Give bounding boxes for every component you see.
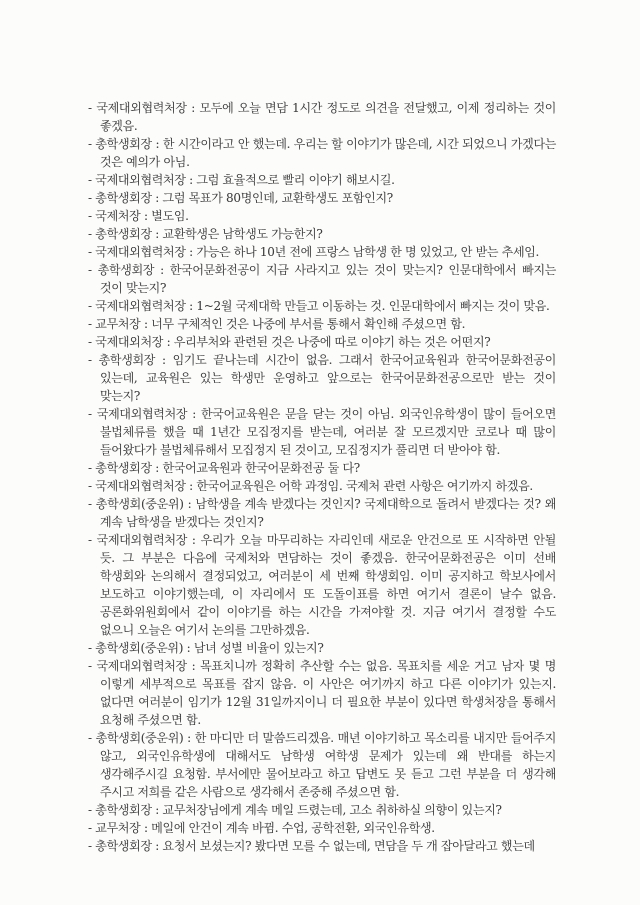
minutes-item bbox=[88, 495, 556, 531]
speaker-name: 국제대외협력처장 bbox=[96, 533, 188, 547]
colon-separator: : bbox=[160, 263, 164, 277]
minutes-item bbox=[88, 819, 556, 837]
utterance-text: 교환학생은 남학생도 가능한지? bbox=[162, 227, 323, 241]
utterance-text: 그럼 목표가 80명인데, 교환학생도 포함인지? bbox=[162, 191, 393, 205]
speaker-name: 총학생회장 bbox=[97, 263, 155, 277]
bullet-dash: - bbox=[88, 299, 92, 313]
utterance-text: 목표치니까 정확히 추산할 수는 없음. 목표치를 세운 거고 남자 몇 명 이렇게 세부적으로 목표를 잡지 않음. 이 사안은 여기까지 하고 다른 이야기가 있는지. 없다면 여러분이 임기가 12월 31일까지이니 더 필요한 부분이 있다면 학생처장을 통해서 요청해 주셨으면 함. bbox=[100, 659, 556, 727]
utterance-text: 한국어교육원은 문을 닫는 것이 아님. 외국인유학생이 많이 들어오면 불법체류를 했을 때 1년간 모집정지를 받는데, 여러분 잘 모르겠지만 코로나 때 많이 들어왔다가 불법체류해서 모집정지 된 것이고, 모집정지가 풀리면 더 받아야 함. bbox=[100, 407, 557, 457]
colon-separator: : bbox=[191, 533, 196, 547]
bullet-dash: - bbox=[88, 335, 92, 349]
utterance-text: 한 마디만 더 말씀드리겠음. 매년 이야기하고 목소리를 내지만 들어주지 않고, 외국인유학생에 대해서도 남학생 여학생 문제가 있는데 왜 반대를 하는지 생각해주시길 요청함. 부서에만 물어보라고 하고 답변도 못 듣고 그런 부분을 더 생각해 주시고 저희를 같은 사람으로 생각해서 존중해 주셨으면 함. bbox=[100, 731, 557, 799]
bullet-dash: - bbox=[88, 479, 92, 493]
colon-separator: : bbox=[143, 821, 148, 835]
minutes-item bbox=[88, 135, 556, 171]
speaker-name: 총학생회장 bbox=[95, 461, 152, 475]
speaker-name: 총학생회장 bbox=[95, 839, 152, 853]
colon-separator: : bbox=[186, 641, 191, 655]
minutes-item bbox=[88, 657, 556, 729]
colon-separator: : bbox=[155, 227, 160, 241]
bullet-dash: - bbox=[88, 209, 92, 223]
minutes-item bbox=[88, 459, 556, 477]
utterance-text: 가능은 하나 10년 전에 프랑스 남학생 한 명 있었고, 안 받는 추세임. bbox=[196, 245, 540, 259]
colon-separator: : bbox=[155, 839, 160, 853]
colon-separator: : bbox=[191, 659, 196, 673]
speaker-name: 국제대외협력처장 bbox=[95, 299, 186, 313]
bullet-dash: - bbox=[88, 461, 92, 475]
colon-separator: : bbox=[189, 479, 193, 493]
speaker-name: 국제대외협력처장 bbox=[95, 173, 186, 187]
speaker-name: 국제대외협력처장 bbox=[96, 407, 188, 421]
utterance-text: 우리부처와 관련된 것은 나중에 따로 이야기 하는 것은 어떤지? bbox=[173, 335, 491, 349]
colon-separator: : bbox=[189, 245, 193, 259]
bullet-dash: - bbox=[88, 497, 92, 511]
minutes-item bbox=[88, 333, 556, 351]
bullet-dash: - bbox=[88, 191, 92, 205]
bullet-dash: - bbox=[88, 803, 92, 817]
speaker-name: 총학생회장 bbox=[95, 803, 152, 817]
bullet-dash: - bbox=[88, 263, 92, 277]
colon-separator: : bbox=[155, 461, 160, 475]
colon-separator: : bbox=[155, 137, 160, 151]
colon-separator: : bbox=[155, 191, 160, 205]
utterance-text: 모두에 오늘 면담 1시간 정도로 의견을 전달했고, 이제 정리하는 것이 좋겠음. bbox=[100, 101, 557, 133]
minutes-item bbox=[88, 297, 556, 315]
utterance-text: 남학생을 계속 받겠다는 것인지? 국제대학으로 돌려서 받겠다는 것? 왜 계속 남학생을 받겠다는 것인지? bbox=[100, 497, 557, 529]
speaker-name: 교무처장 bbox=[95, 317, 141, 331]
bullet-dash: - bbox=[88, 659, 92, 673]
utterance-text: 한 시간이라고 안 했는데. 우리는 할 이야기가 많은데, 시간 되었으니 가겠다는 것은 예의가 아님. bbox=[100, 137, 557, 169]
speaker-name: 국제대외협력처장 bbox=[96, 659, 187, 673]
minutes-item bbox=[88, 315, 556, 333]
colon-separator: : bbox=[187, 497, 192, 511]
bullet-dash: - bbox=[88, 839, 92, 853]
speaker-name: 총학생회(중운위) bbox=[95, 731, 184, 745]
minutes-item bbox=[88, 837, 556, 855]
speaker-name: 국제대외협력처장 bbox=[95, 479, 186, 493]
speaker-name: 교무처장 bbox=[95, 821, 141, 835]
utterance-text: 너무 구체적인 것은 나중에 부서를 통해서 확인해 주셨으면 함. bbox=[151, 317, 466, 331]
bullet-dash: - bbox=[88, 173, 92, 187]
colon-separator: : bbox=[143, 209, 148, 223]
colon-separator: : bbox=[191, 101, 195, 115]
bullet-dash: - bbox=[88, 641, 92, 655]
bullet-dash: - bbox=[88, 533, 92, 547]
minutes-item bbox=[88, 351, 556, 405]
minutes-list bbox=[88, 99, 556, 855]
speaker-name: 국제대외처장 bbox=[95, 335, 164, 349]
colon-separator: : bbox=[189, 299, 193, 313]
speaker-name: 총학생회장 bbox=[95, 227, 152, 241]
speaker-name: 국제처장 bbox=[95, 209, 141, 223]
bullet-dash: - bbox=[88, 731, 92, 745]
minutes-item bbox=[88, 801, 556, 819]
colon-separator: : bbox=[166, 335, 171, 349]
speaker-name: 총학생회(중운위) bbox=[95, 497, 184, 511]
colon-separator: : bbox=[143, 317, 148, 331]
speaker-name: 총학생회장 bbox=[95, 191, 152, 205]
speaker-name: 총학생회장 bbox=[95, 137, 152, 151]
minutes-item bbox=[88, 405, 556, 459]
minutes-item bbox=[88, 171, 556, 189]
bullet-dash: - bbox=[88, 137, 92, 151]
bullet-dash: - bbox=[88, 245, 92, 259]
bullet-dash: - bbox=[88, 821, 92, 835]
utterance-text: 한국어교육원은 어학 과정임. 국제처 관련 사항은 여기까지 하겠음. bbox=[196, 479, 533, 493]
minutes-item bbox=[88, 225, 556, 243]
minutes-item bbox=[88, 207, 556, 225]
bullet-dash: - bbox=[88, 227, 92, 241]
minutes-item bbox=[88, 243, 556, 261]
minutes-item bbox=[88, 729, 556, 801]
utterance-text: 남녀 성별 비율이 있는지? bbox=[193, 641, 324, 655]
colon-separator: : bbox=[187, 731, 191, 745]
utterance-text: 별도임. bbox=[151, 209, 189, 223]
utterance-text: 요청서 보셨는지? 봤다면 모를 수 없는데, 면담을 두 개 잡아달라고 했는데 bbox=[162, 839, 535, 853]
utterance-text: 우리가 오늘 마무리하는 자리인데 새로운 안건으로 또 시작하면 안될 듯. 그 부분은 다음에 국제처와 면담하는 것이 좋겠음. 한국어문화전공은 이미 선배 학생회와 논의해서 결정되었고, 여러분이 세 번째 학생회임. 이미 공지하고 학보사에서 보도하고 이야기했는데, 이 자리에서 또 도돌이표를 하면 여기서 결론이 날수 없음. 공론화위원회에서 같이 이야기를 하는 시간을 가져야할 것. 지금 여기서 결정할 수도 없으니 오늘은 여기서 논의를 그만하겠음. bbox=[100, 533, 556, 637]
speaker-name: 국제대외협력처장 bbox=[95, 245, 186, 259]
minutes-item bbox=[88, 639, 556, 657]
utterance-text: 그럼 효율적으로 빨리 이야기 해보시길. bbox=[196, 173, 395, 187]
utterance-text: 한국어문화전공이 지금 사라지고 있는 것이 맞는지? 인문대학에서 빠지는 것이 맞는지? bbox=[100, 263, 557, 295]
bullet-dash: - bbox=[88, 317, 92, 331]
utterance-text: 교무처장님에게 계속 메일 드렸는데, 고소 취하하실 의향이 있는지? bbox=[162, 803, 502, 817]
utterance-text: 한국어교육원과 한국어문화전공 둘 다? bbox=[162, 461, 360, 475]
bullet-dash: - bbox=[88, 101, 92, 115]
colon-separator: : bbox=[192, 407, 196, 421]
minutes-item bbox=[88, 261, 556, 297]
utterance-text: 임기도 끝나는데 시간이 없음. 그래서 한국어교육원과 한국어문화전공이 있는데, 교육원은 있는 학생만 운영하고 앞으로는 한국어문화전공으로만 받는 것이 맞는지? bbox=[100, 353, 556, 403]
speaker-name: 총학생회장 bbox=[98, 353, 156, 367]
bullet-dash: - bbox=[88, 407, 92, 421]
colon-separator: : bbox=[161, 353, 166, 367]
colon-separator: : bbox=[155, 803, 160, 817]
bullet-dash: - bbox=[88, 353, 92, 367]
minutes-item bbox=[88, 531, 556, 639]
colon-separator: : bbox=[189, 173, 193, 187]
speaker-name: 국제대외협력처장 bbox=[96, 101, 187, 115]
utterance-text: 메일에 안건이 계속 바뀜. 수업, 공학전환, 외국인유학생. bbox=[151, 821, 435, 835]
minutes-item bbox=[88, 99, 556, 135]
minutes-item bbox=[88, 189, 556, 207]
minutes-item bbox=[88, 477, 556, 495]
utterance-text: 1~2월 국제대학 만들고 이동하는 것. 인문대학에서 빠지는 것이 맞음. bbox=[196, 299, 550, 313]
speaker-name: 총학생회(중운위) bbox=[95, 641, 184, 655]
